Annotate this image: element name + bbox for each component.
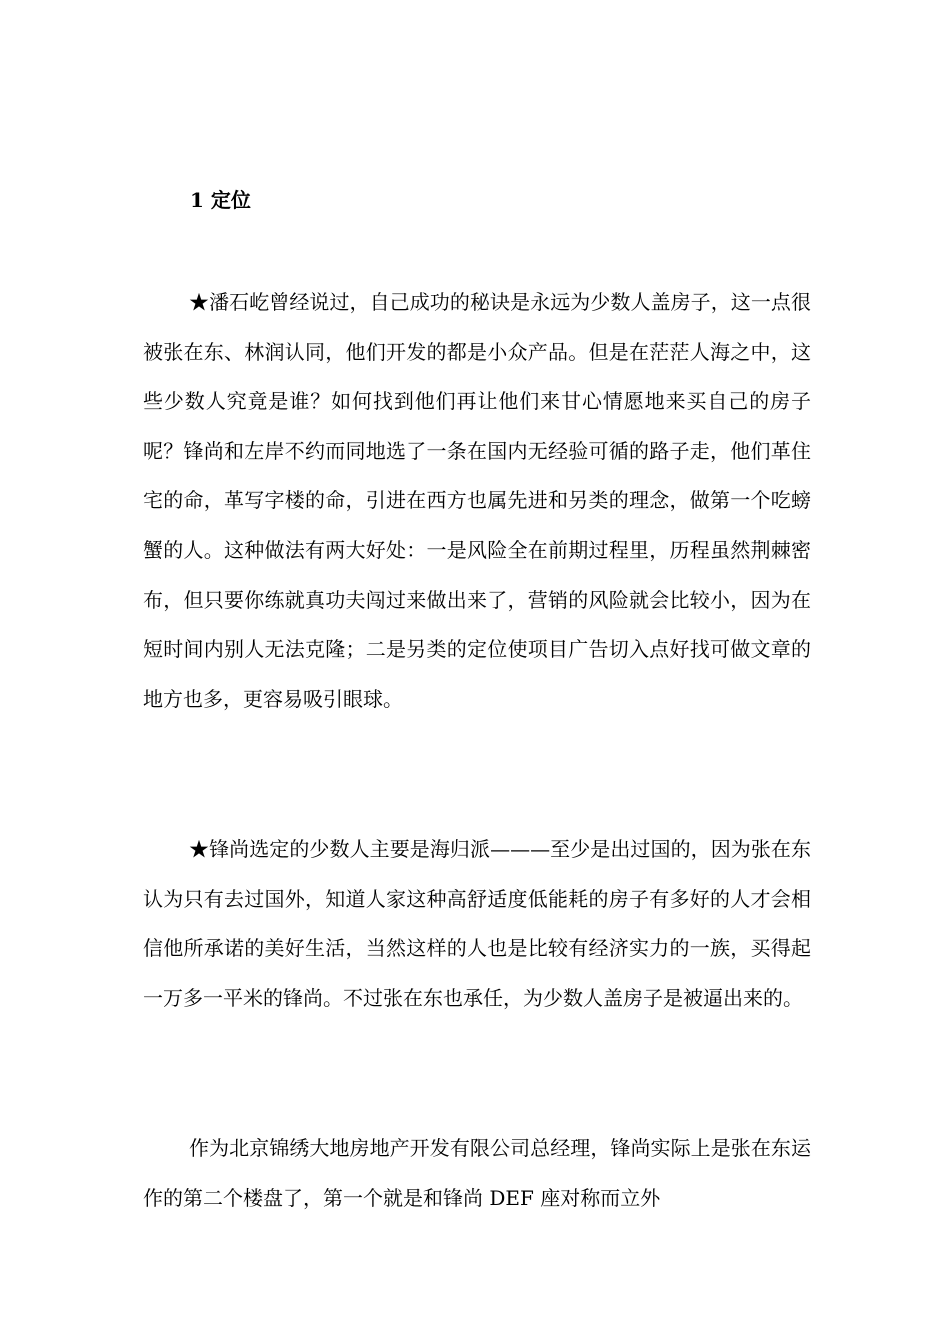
paragraph-company-background: 作为北京锦绣大地房地产开发有限公司总经理，锋尚实际上是张在东运作的第二个楼盘了，第一个就是和锋尚 DEF 座对称而立外 (143, 1136, 811, 1210)
section-heading: 1 定位 (190, 188, 251, 212)
paragraph-target-customers: ★锋尚选定的少数人主要是海归派———至少是出过国的，因为张在东认为只有去过国外，知道人家这种高舒适度低能耗的房子有多好的人才会相信他所承诺的美好生活，当然这样的人也是比较有经济实力的一族，买得起一万多一平米的锋尚。不过张在东也承任，为少数人盖房子是被逼出来的。 (143, 837, 811, 1010)
paragraph-positioning-intro: ★潘石屹曾经说过，自己成功的秘诀是永远为少数人盖房子，这一点很被张在东、林润认同，他们开发的都是小众产品。但是在茫茫人海之中，这些少数人究竟是谁？如何找到他们再让他们来甘心情愿地来买自己的房子呢？锋尚和左岸不约而同地选了一条在国内无经验可循的路子走，他们革住宅的命，革写字楼的命，引进在西方也属先进和另类的理念，做第一个吃螃蟹的人。这种做法有两大好处：一是风险全在前期过程里，历程虽然荆棘密布，但只要你练就真功夫闯过来做出来了，营销的风险就会比较小，因为在短时间内别人无法克隆；二是另类的定位使项目广告切入点好找可做文章的地方也多，更容易吸引眼球。 (143, 290, 811, 711)
